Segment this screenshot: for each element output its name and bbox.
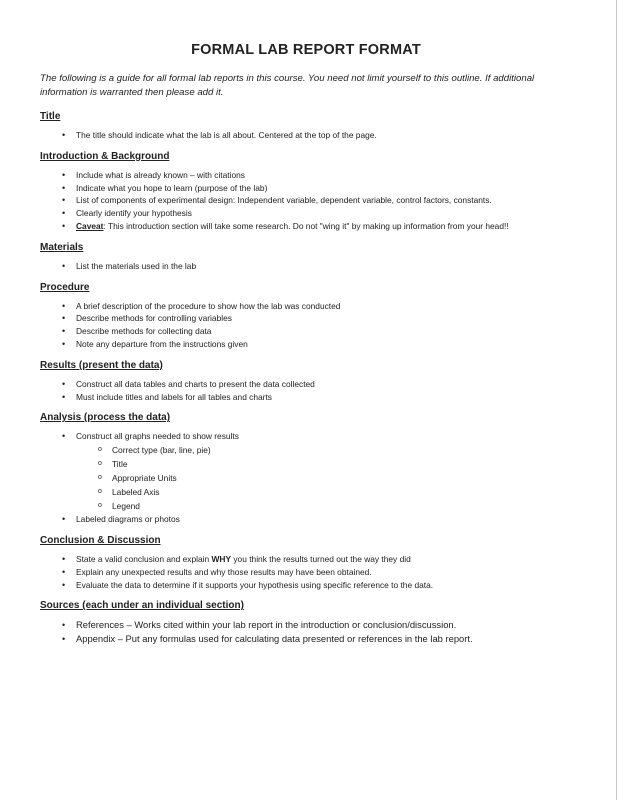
list-item: • Clearly identify your hypothesis (62, 207, 572, 220)
list-item-text: State a valid conclusion and explain (76, 553, 212, 564)
list-item: • Describe methods for controlling variables (62, 312, 572, 325)
sub-list-item: o Correct type (bar, line, pie) (98, 443, 572, 457)
bullet-list (40, 378, 572, 404)
caveat-label: Caveat (76, 220, 104, 231)
list-item (62, 430, 572, 513)
list-item: • Explain any unexpected results and why those results may have been obtained. (62, 566, 572, 579)
sub-list-item: o Appropriate Units (98, 471, 572, 485)
list-item: • Construct all data tables and charts to present the data collected (62, 378, 572, 391)
sub-list-item: o Labeled Axis (98, 485, 572, 499)
section-analysis (40, 412, 572, 526)
section-materials (40, 242, 572, 273)
bullet-list (40, 430, 572, 526)
list-item-caveat (62, 220, 572, 233)
page-title: FORMAL LAB REPORT FORMAT (191, 42, 421, 58)
section-heading: Introduction & Background (40, 150, 170, 162)
page-edge (616, 0, 617, 800)
section-heading: Materials (40, 241, 84, 253)
section-conclusion (40, 535, 572, 591)
list-item: • Appendix – Put any formulas used for calculating data presented or references in the lab report. (62, 632, 572, 646)
intro-paragraph: The following is a guide for all formal lab reports in this course. You need not limit yourself to this outline. If additional information is warranted then please add it. (40, 73, 535, 98)
sub-list (76, 443, 572, 513)
bullet-list (40, 260, 572, 273)
list-item: • The title should indicate what the lab is all about. Centered at the top of the page. (62, 129, 572, 142)
section-heading: Results (present the data) (40, 359, 163, 371)
list-item: • Note any departure from the instructions given (62, 338, 572, 351)
list-item: • Indicate what you hope to learn (purpose of the lab) (62, 182, 572, 195)
section-sources (40, 600, 572, 646)
list-item: • Include what is already known – with citations (62, 169, 572, 182)
sub-list-item: o Legend (98, 499, 572, 513)
list-item-text: Construct all graphs needed to show results (76, 431, 239, 442)
section-procedure (40, 282, 572, 351)
section-results (40, 360, 572, 404)
bullet-list (40, 553, 572, 591)
list-item: • References – Works cited within your lab report in the introduction or conclusion/discussion. (62, 618, 572, 632)
caveat-text: : This introduction section will take some research. Do not "wing it" by making up information from your head!! (103, 220, 509, 231)
list-item: • Evaluate the data to determine if it supports your hypothesis using specific reference to the data. (62, 579, 572, 592)
section-title (40, 111, 572, 142)
section-heading: Procedure (40, 281, 90, 293)
sub-list-item: o Title (98, 457, 572, 471)
emphasis-text: WHY (211, 553, 232, 564)
list-item: • Labeled diagrams or photos (62, 513, 572, 526)
list-item: • List of components of experimental design: Independent variable, dependent variable, control factors, constants. (62, 194, 572, 207)
bullet-list (40, 300, 572, 351)
bullet-list (40, 618, 572, 646)
section-heading: Conclusion & Discussion (40, 534, 161, 546)
bullet-list (40, 129, 572, 142)
section-heading: Sources (each under an individual section) (40, 600, 244, 612)
section-heading: Analysis (process the data) (40, 412, 171, 424)
list-item: • List the materials used in the lab (62, 260, 572, 273)
section-introduction (40, 151, 572, 233)
bullet-list (40, 169, 572, 233)
list-item: • Describe methods for collecting data (62, 325, 572, 338)
list-item: • A brief description of the procedure to show how the lab was conducted (62, 300, 572, 313)
list-item (62, 553, 572, 566)
section-heading: Title (40, 111, 61, 122)
list-item: • Must include titles and labels for all tables and charts (62, 391, 572, 404)
list-item-text: you think the results turned out the way they did (231, 553, 411, 564)
